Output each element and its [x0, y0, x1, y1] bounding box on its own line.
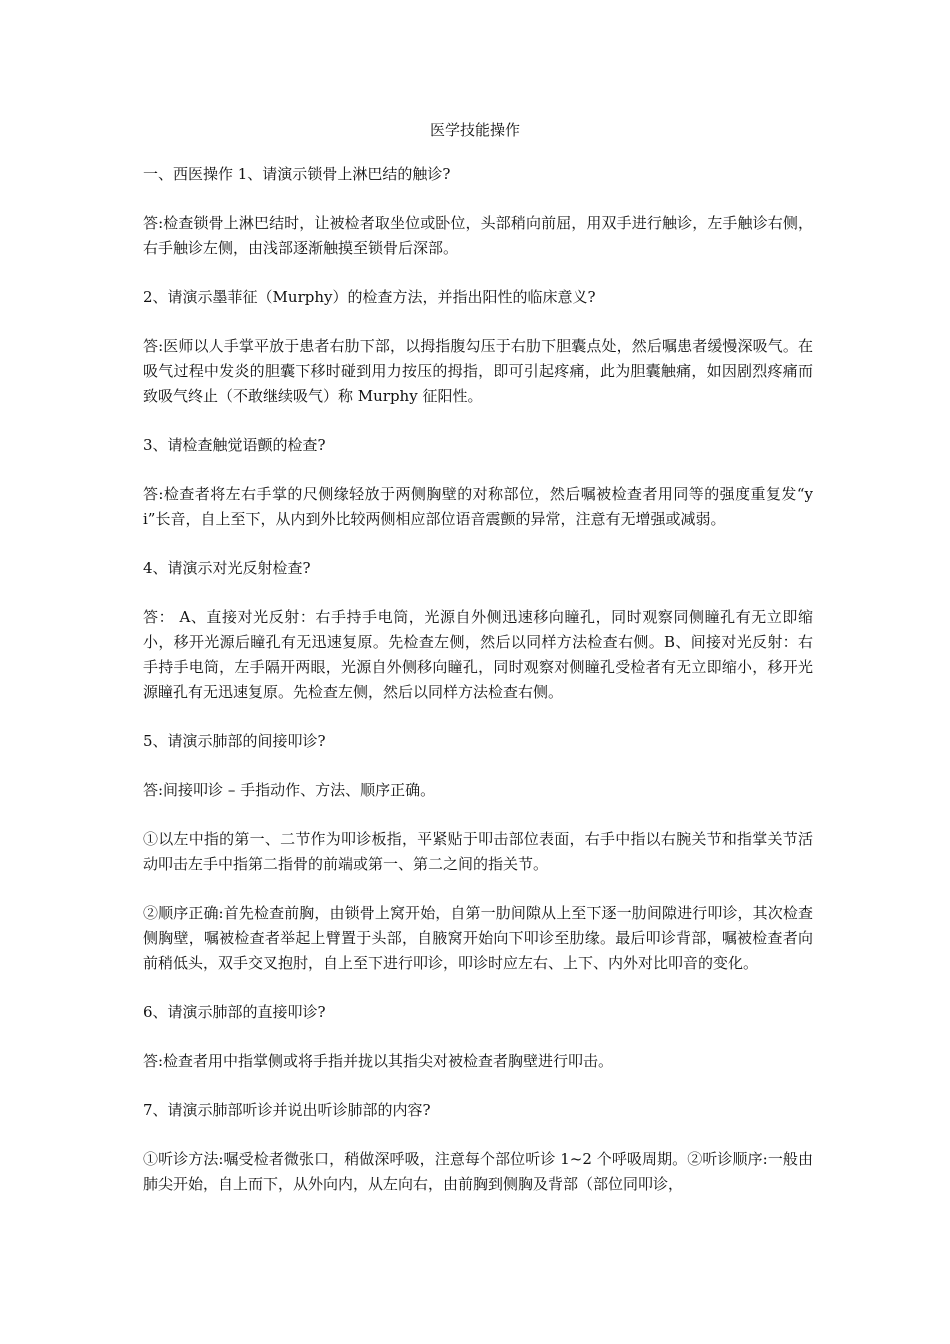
document-title: 医学技能操作: [429, 121, 520, 139]
answer-3: 答:检查者将左右手掌的尺侧缘轻放于两侧胸壁的对称部位，然后嘱被检查者用同等的强度重复发“yi”长音，自上至下，从内到外比较两侧相应部位语音震颤的异常，注意有无增强或减弱。: [143, 485, 813, 528]
answer-5-step-1: ①以左中指的第一、二节作为叩诊板指，平紧贴于叩击部位表面，右手中指以右腕关节和指掌关节活动叩击左手中指第二指骨的前端或第一、第二之间的指关节。: [143, 830, 813, 873]
question-4: 4、请演示对光反射检查?: [143, 559, 311, 577]
answer-5-step-2: ②顺序正确:首先检查前胸，由锁骨上窝开始，自第一肋间隙从上至下逐一肋间隙进行叩诊，其次检查侧胸壁，嘱被检查者举起上臂置于头部，自腋窝开始向下叩诊至肋缘。最后叩诊背部，嘱被检查者向前稍低头，双手交叉抱肘，自上至下进行叩诊，叩诊时应左右、上下、内外对比叩音的变化。: [143, 904, 813, 972]
answer-6: 答:检查者用中指掌侧或将手指并拢以其指尖对被检查者胸壁进行叩击。: [143, 1052, 614, 1070]
question-5: 5、请演示肺部的间接叩诊?: [143, 732, 326, 750]
question-3: 3、请检查触觉语颤的检查?: [143, 436, 326, 454]
answer-5-intro: 答:间接叩诊 – 手指动作、方法、顺序正确。: [143, 781, 436, 799]
question-6: 6、请演示肺部的直接叩诊?: [143, 1003, 326, 1021]
answer-2: 答:医师以人手掌平放于患者右肋下部，以拇指腹勾压于右肋下胆囊点处，然后嘱患者缓慢深吸气。在吸气过程中发炎的胆囊下移时碰到用力按压的拇指，即可引起疼痛，此为胆囊触痛，如因剧烈疼痛而致吸气终止（不敢继续吸气）称 Murphy 征阳性。: [143, 337, 813, 405]
question-7: 7、请演示肺部听诊并说出听诊肺部的内容?: [143, 1101, 431, 1119]
answer-7: ①听诊方法:嘱受检者微张口，稍做深呼吸，注意每个部位听诊 1~2 个呼吸周期。②听诊顺序:一般由肺尖开始，自上而下，从外向内，从左向右，由前胸到侧胸及背部（部位同叩诊，: [143, 1150, 813, 1193]
question-2: 2、请演示墨菲征（Murphy）的检查方法，并指出阳性的临床意义?: [143, 288, 596, 306]
question-1: 一、西医操作 1、请演示锁骨上淋巴结的触诊?: [143, 165, 451, 183]
answer-1: 答:检查锁骨上淋巴结时，让被检者取坐位或卧位，头部稍向前屈，用双手进行触诊，左手触诊右侧，右手触诊左侧，由浅部逐渐触摸至锁骨后深部。: [143, 214, 813, 257]
document-body: [143, 162, 813, 1221]
answer-4: 答： A、直接对光反射：右手持手电筒，光源自外侧迅速移向瞳孔，同时观察同侧瞳孔有无立即缩小，移开光源后瞳孔有无迅速复原。先检查左侧，然后以同样方法检查右侧。B、间接对光反射：右手持手电筒，左手隔开两眼，光源自外侧移向瞳孔，同时观察对侧瞳孔受检者有无立即缩小，移开光源瞳孔有无迅速复原。先检查左侧，然后以同样方法检查右侧。: [143, 608, 813, 701]
